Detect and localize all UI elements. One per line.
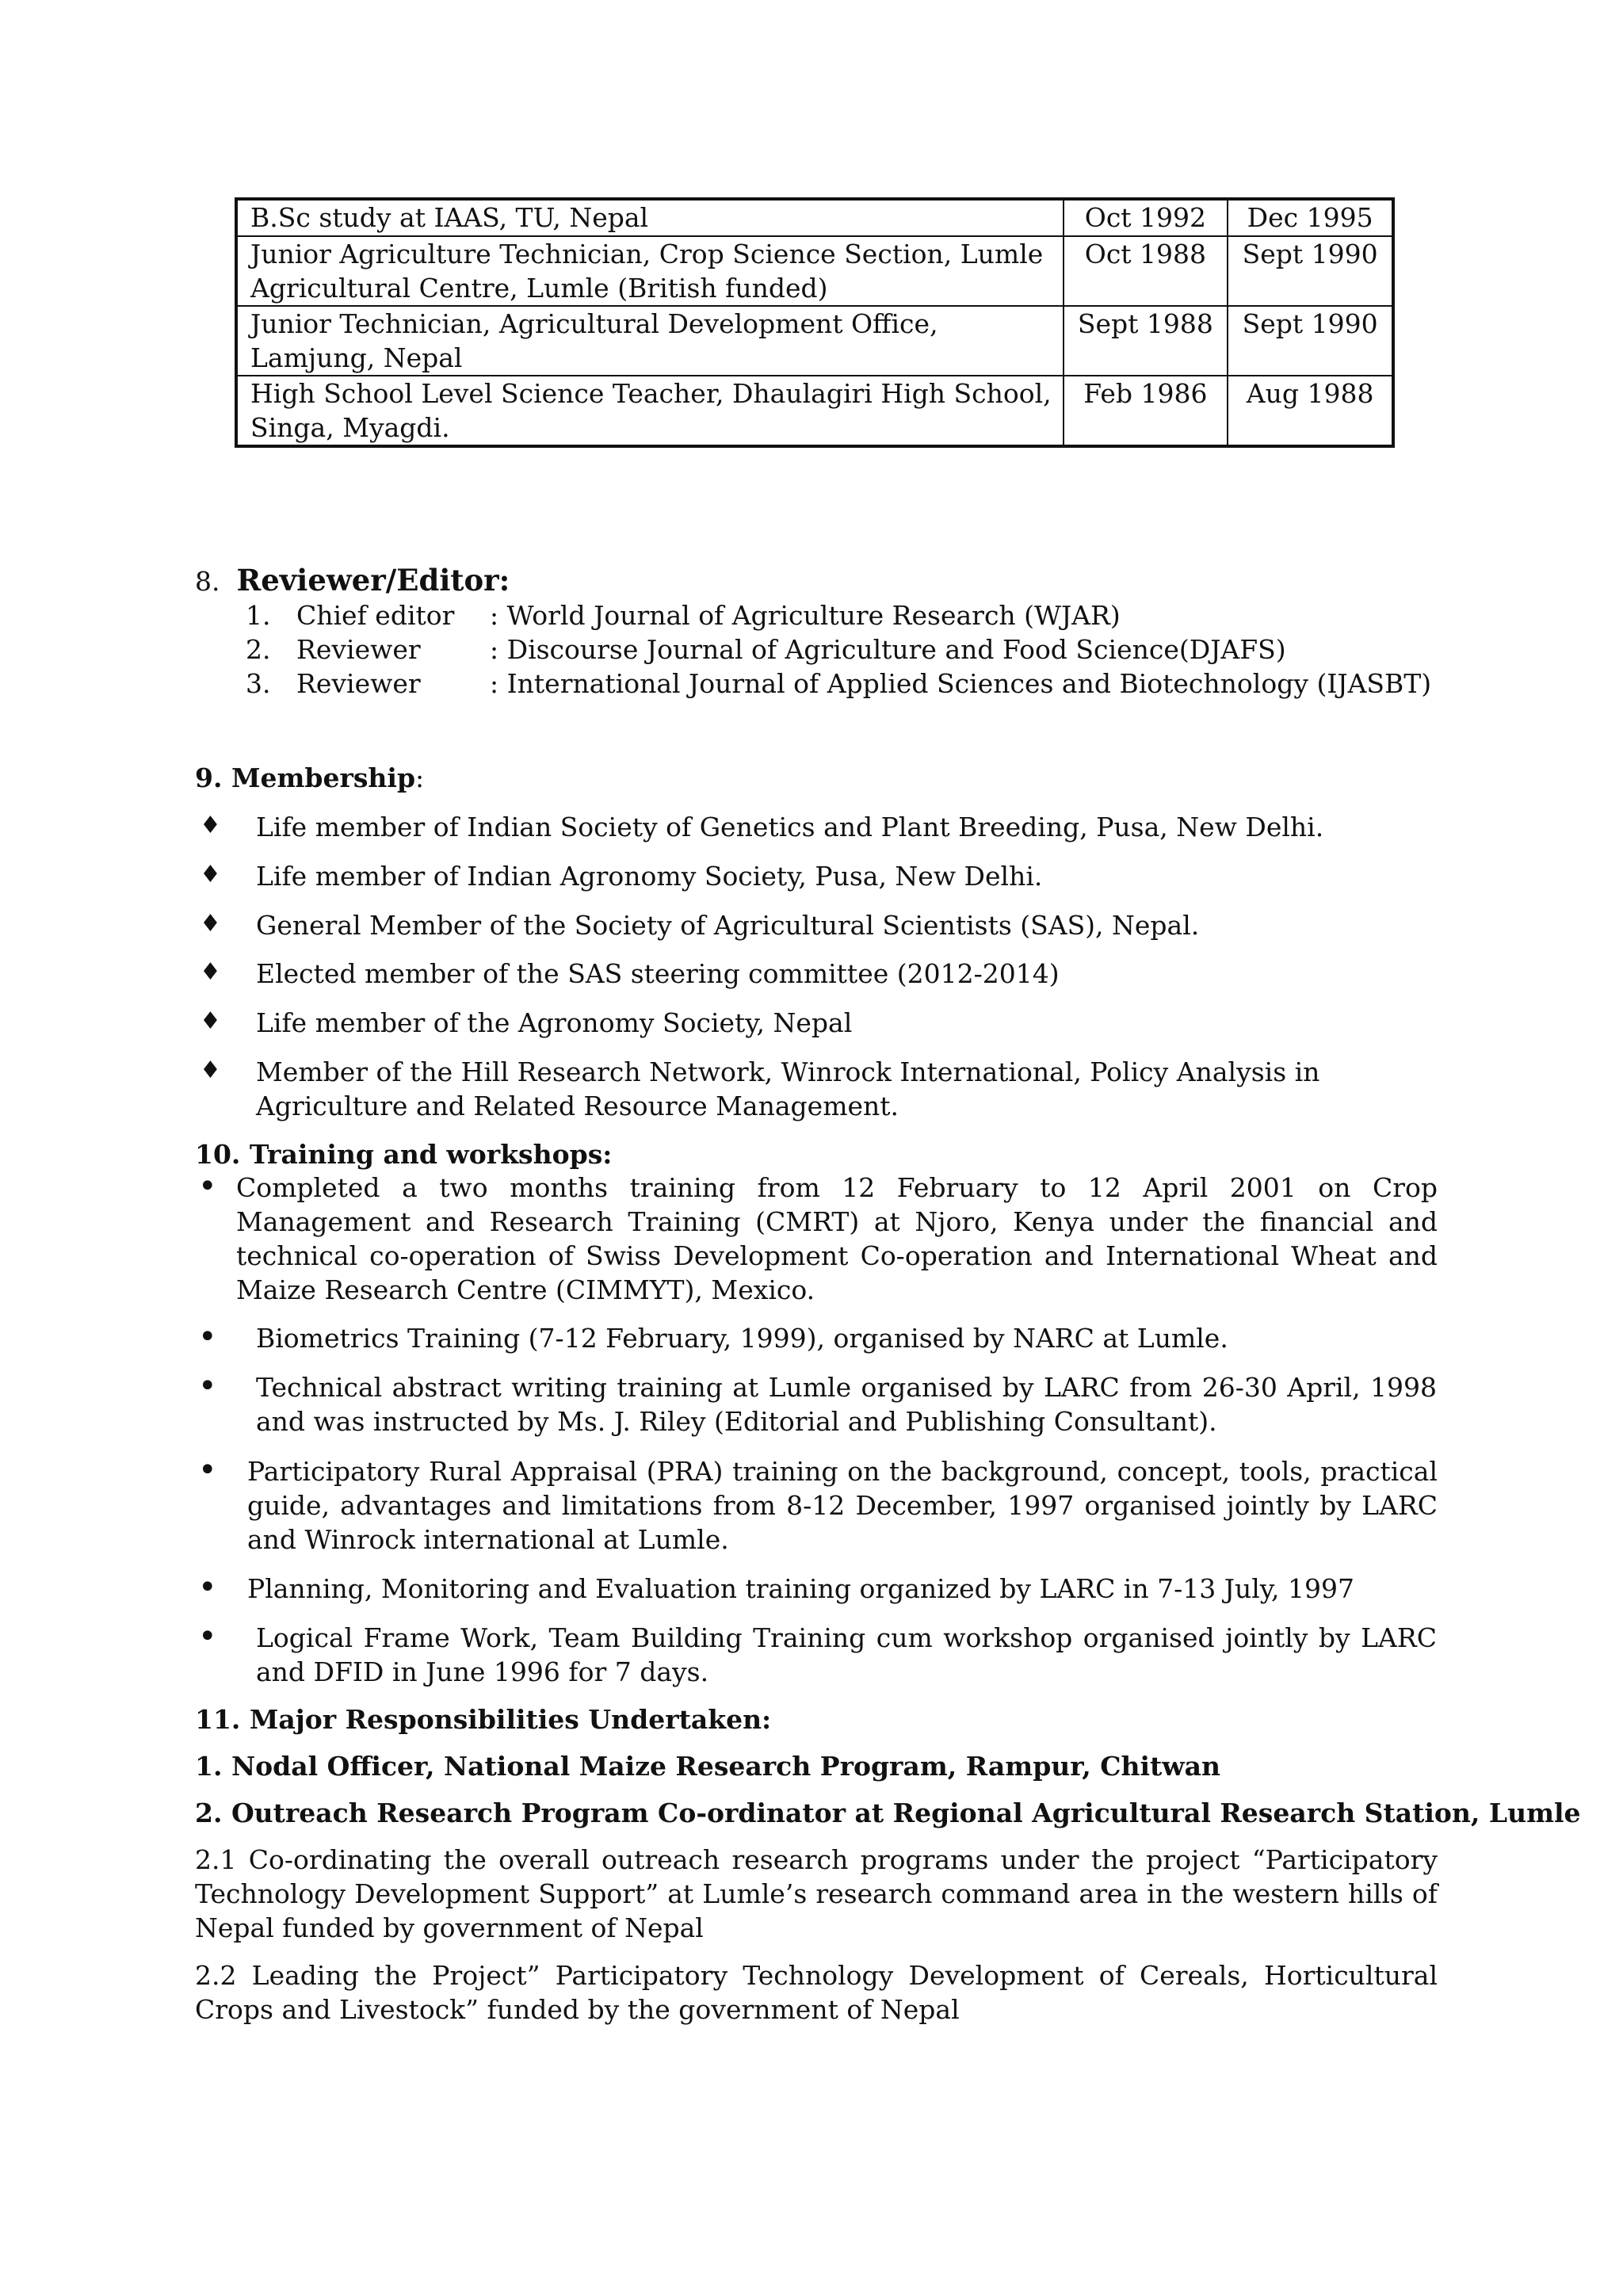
training-section-heading: 10. Training and workshops: <box>195 1139 613 1170</box>
from-date-cell: Oct 1988 <box>1064 236 1228 306</box>
to-date-cell: Sept 1990 <box>1228 306 1393 376</box>
table-row <box>236 306 1393 376</box>
reviewer-journal: : Discourse Journal of Agriculture and Food Science(DJAFS) <box>490 634 1286 665</box>
round-bullet-icon: • <box>198 1452 217 1488</box>
diamond-bullet-icon: ♦ <box>200 958 221 986</box>
list-number: 2. <box>246 634 271 665</box>
list-item: Logical Frame Work, Team Building Training cum workshop organised jointly by LARC and DFID in June 1996 for 7 days. <box>256 1622 1437 1687</box>
responsibilities-section-heading: 11. Major Responsibilities Undertaken: <box>195 1704 772 1735</box>
reviewer-journal: : World Journal of Agriculture Research (WJAR) <box>490 600 1121 631</box>
position-cell: High School Level Science Teacher, Dhaulagiri High School, Singa, Myagdi. <box>236 376 1064 446</box>
table-row <box>236 236 1393 306</box>
round-bullet-icon: • <box>198 1319 217 1355</box>
responsibility-paragraph: 2.1 Co-ordinating the overall outreach research programs under the project “Participatory Technology Development Support” at Lumle’s research command area in the western hills of Nepal funded by government of Nepal <box>195 1844 1438 1943</box>
position-cell: B.Sc study at IAAS, TU, Nepal <box>236 199 1064 236</box>
list-item: Biometrics Training (7-12 February, 1999), organised by NARC at Lumle. <box>256 1323 1228 1354</box>
list-item: Participatory Rural Appraisal (PRA) training on the background, concept, tools, practical guide, advantages and limitations from 8-12 December, 1997 organised jointly by LARC and Winrock international at Lumle. <box>247 1456 1438 1555</box>
responsibility-subheading: 2. Outreach Research Program Co-ordinator at Regional Agricultural Research Station, Lumle <box>195 1797 1581 1828</box>
list-item: Completed a two months training from 12 February to 12 April 2001 on Crop Management and Research Training (CMRT) at Njoro, Kenya under the financial and technical co-operation of Swiss Development Co-operation and International Wheat and Maize Research Centre (CIMMYT), Mexico. <box>236 1172 1438 1305</box>
list-number: 3. <box>246 668 271 699</box>
section-title: Reviewer/Editor: <box>236 563 510 598</box>
membership-section-heading <box>195 761 424 795</box>
round-bullet-icon: • <box>198 1618 217 1655</box>
from-date-cell: Oct 1992 <box>1064 199 1228 236</box>
list-item: Life member of Indian Society of Genetics and Plant Breeding, Pusa, New Delhi. <box>256 812 1324 842</box>
reviewer-role: Reviewer <box>296 634 421 665</box>
to-date-cell: Sept 1990 <box>1228 236 1393 306</box>
section-title: 9. Membership <box>195 762 416 793</box>
to-date-cell: Dec 1995 <box>1228 199 1393 236</box>
list-item: Life member of Indian Agronomy Society, Pusa, New Delhi. <box>256 861 1043 892</box>
list-item: Member of the Hill Research Network, Winrock International, Policy Analysis in Agriculture and Related Resource Management. <box>256 1056 1320 1121</box>
list-item: Life member of the Agronomy Society, Nepal <box>256 1007 853 1038</box>
responsibility-subheading: 1. Nodal Officer, National Maize Research Program, Rampur, Chitwan <box>195 1751 1221 1782</box>
to-date-cell: Aug 1988 <box>1228 376 1393 446</box>
round-bullet-icon: • <box>198 1368 217 1404</box>
from-date-cell: Sept 1988 <box>1064 306 1228 376</box>
reviewer-role: Reviewer <box>296 668 421 699</box>
diamond-bullet-icon: ♦ <box>200 861 221 888</box>
list-item: Technical abstract writing training at Lumle organised by LARC from 26-30 April, 1998 and was instructed by Ms. J. Riley (Editorial and Publishing Consultant). <box>256 1372 1437 1437</box>
list-number: 1. <box>246 600 271 631</box>
reviewer-section-heading <box>195 563 510 598</box>
diamond-bullet-icon: ♦ <box>200 1007 221 1035</box>
position-cell: Junior Technician, Agricultural Development Office, Lamjung, Nepal <box>236 306 1064 376</box>
round-bullet-icon: • <box>198 1569 217 1606</box>
list-item: Planning, Monitoring and Evaluation training organized by LARC in 7-13 July, 1997 <box>247 1573 1354 1604</box>
table-row <box>236 376 1393 446</box>
round-bullet-icon: • <box>198 1168 217 1205</box>
list-item: General Member of the Society of Agricultural Scientists (SAS), Nepal. <box>256 910 1200 941</box>
responsibility-paragraph: 2.2 Leading the Project” Participatory Technology Development of Cereals, Horticultural Crops and Livestock” funded by the government of Nepal <box>195 1960 1438 2025</box>
section-number: 8. <box>195 566 220 597</box>
position-cell: Junior Agriculture Technician, Crop Science Section, Lumle Agricultural Centre, Lumle (British funded) <box>236 236 1064 306</box>
from-date-cell: Feb 1986 <box>1064 376 1228 446</box>
reviewer-role: Chief editor <box>296 600 455 631</box>
diamond-bullet-icon: ♦ <box>200 910 221 938</box>
heading-colon: : <box>415 762 425 793</box>
employment-table <box>235 197 1395 448</box>
diamond-bullet-icon: ♦ <box>200 1056 221 1084</box>
reviewer-journal: : International Journal of Applied Sciences and Biotechnology (IJASBT) <box>490 668 1432 699</box>
list-item: Elected member of the SAS steering committee (2012-2014) <box>256 958 1060 989</box>
table-row <box>236 199 1393 236</box>
diamond-bullet-icon: ♦ <box>200 812 221 839</box>
